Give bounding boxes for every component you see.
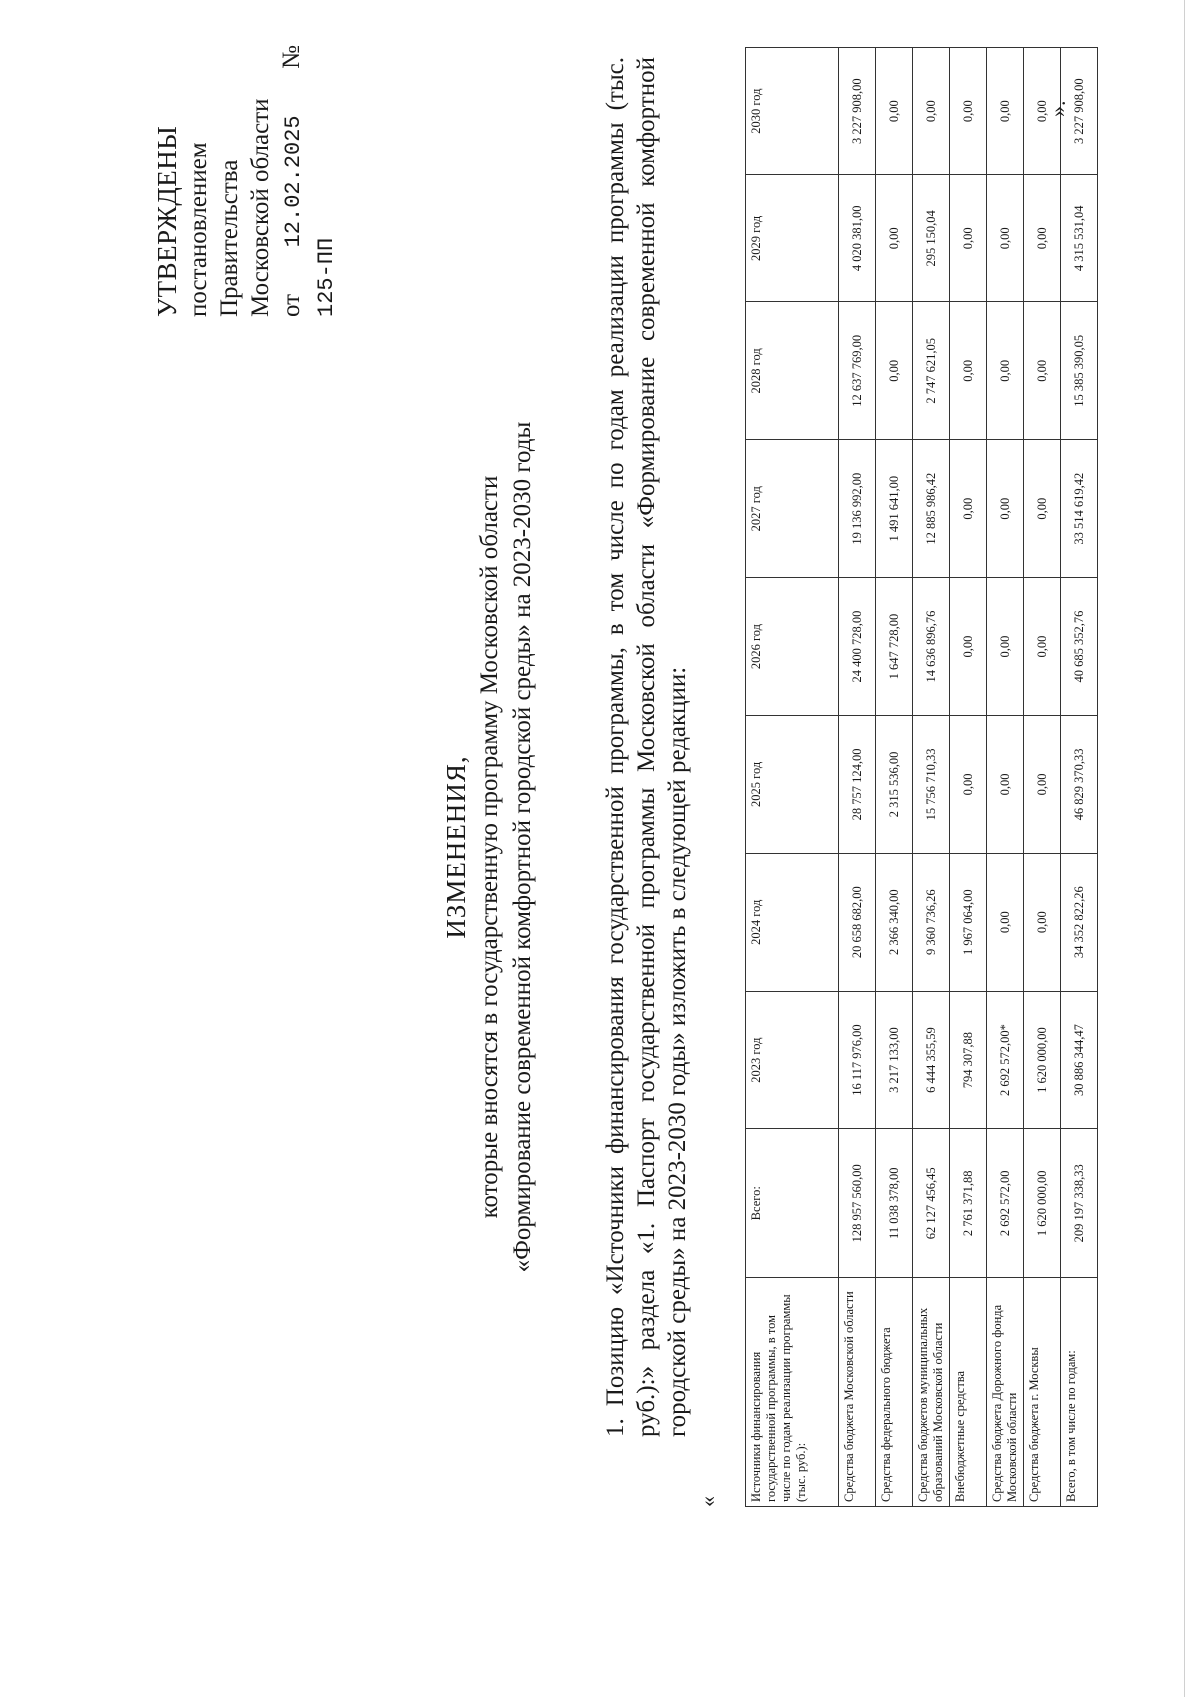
table-cell: 19 136 992,00 (839, 440, 876, 578)
table-cell: 3 227 908,00 (839, 48, 876, 175)
approval-stamp (152, 0, 342, 317)
financing-table (745, 47, 1098, 1507)
quote-close-mark: ». (1045, 100, 1070, 117)
table-cell: 0,00 (987, 302, 1024, 440)
table-cell: 12 885 986,42 (913, 440, 950, 578)
table-cell: 0,00 (950, 302, 987, 440)
row-label: Средства бюджета Дорожного фонда Московской области (987, 1278, 1024, 1507)
table-cell: 14 636 896,76 (913, 578, 950, 716)
table-cell: 33 514 619,42 (1061, 440, 1098, 578)
table-cell: 0,00 (987, 578, 1024, 716)
approval-line-3: Московской области (247, 98, 274, 317)
table-cell: 0,00 (1024, 48, 1061, 175)
header-total: Всего: (746, 1129, 839, 1278)
quote-open-mark: « (695, 1496, 720, 1507)
table-cell: 6 444 355,59 (913, 991, 950, 1129)
table-cell: 62 127 456,45 (913, 1129, 950, 1278)
title-line-2: «Формирование современной комфортной городской среды» на 2023-2030 годы (509, 421, 536, 1273)
table-cell: 1 491 641,00 (876, 440, 913, 578)
header-2030: 2030 год (746, 48, 839, 175)
table-cell: 30 886 344,47 (1061, 991, 1098, 1129)
table-cell: 0,00 (987, 715, 1024, 853)
table-cell: 2 747 621,05 (913, 302, 950, 440)
approval-date-line (276, 0, 342, 317)
table-cell: 0,00 (876, 48, 913, 175)
approval-date: 12.02.2025 (281, 115, 306, 248)
table-row (839, 48, 876, 1507)
table-cell: 0,00 (1024, 853, 1061, 991)
header-sources: Источники финансирования государственной программы, в том числе по годам реализации программы (тыс. руб.): (746, 1278, 839, 1507)
paragraph-text: 1. Позицию «Источники финансирования государственной программы, в том числе по годам реализации программы (тыс. руб.):» раздела «1. Паспорт государственной программы Московской области «Формирование современной комфортной городской среды» на 2023-2030 годы» изложить в следующей редакции: (602, 57, 691, 1437)
row-label: Внебюджетные средства (950, 1278, 987, 1507)
table-cell: 2 761 371,88 (950, 1129, 987, 1278)
row-label: Средства федерального бюджета (876, 1278, 913, 1507)
header-2025: 2025 год (746, 715, 839, 853)
header-2026: 2026 год (746, 578, 839, 716)
table-cell: 2 315 536,00 (876, 715, 913, 853)
table-cell: 0,00 (950, 175, 987, 302)
table-cell: 0,00 (1024, 175, 1061, 302)
table-cell: 12 637 769,00 (839, 302, 876, 440)
table-cell: 11 038 378,00 (876, 1129, 913, 1278)
approval-line-2: постановлением Правительства (185, 142, 243, 317)
row-label: Всего, в том числе по годам: (1061, 1278, 1098, 1507)
table-cell: 2 366 340,00 (876, 853, 913, 991)
table-cell: 28 757 124,00 (839, 715, 876, 853)
approval-number: 125-ПП (314, 237, 339, 317)
table-cell: 0,00 (950, 440, 987, 578)
header-2023: 2023 год (746, 991, 839, 1129)
row-label: Средства бюджетов муниципальных образований Московской области (913, 1278, 950, 1507)
table-cell: 15 756 710,33 (913, 715, 950, 853)
header-2027: 2027 год (746, 440, 839, 578)
table-cell: 0,00 (1024, 302, 1061, 440)
table-cell: 1 647 728,00 (876, 578, 913, 716)
table-cell: 0,00 (950, 48, 987, 175)
table-cell: 2 692 572,00 (987, 1129, 1024, 1278)
table-cell: 0,00 (987, 853, 1024, 991)
header-2024: 2024 год (746, 853, 839, 991)
document-title (440, 297, 539, 1397)
table-cell: 295 150,04 (913, 175, 950, 302)
table-cell: 128 957 560,00 (839, 1129, 876, 1278)
table-cell: 0,00 (987, 440, 1024, 578)
table-cell: 3 227 908,00 (1061, 48, 1098, 175)
table-cell: 20 658 682,00 (839, 853, 876, 991)
table-cell: 1 620 000,00 (1024, 991, 1061, 1129)
table-cell: 24 400 728,00 (839, 578, 876, 716)
table-row (1024, 48, 1061, 1507)
table-cell: 0,00 (1024, 578, 1061, 716)
table-cell: 0,00 (987, 175, 1024, 302)
header-2028: 2028 год (746, 302, 839, 440)
row-label: Средства бюджета Московской области (839, 1278, 876, 1507)
table-cell: 794 307,88 (950, 991, 987, 1129)
table-cell: 3 217 133,00 (876, 991, 913, 1129)
table-cell: 0,00 (876, 175, 913, 302)
table-cell: 34 352 822,26 (1061, 853, 1098, 991)
table-cell: 1 967 064,00 (950, 853, 987, 991)
table-header-row (746, 48, 839, 1507)
table-row (876, 48, 913, 1507)
approval-date-prefix: от (278, 293, 305, 317)
table-cell: 40 685 352,76 (1061, 578, 1098, 716)
table-cell: 4 020 381,00 (839, 175, 876, 302)
table-cell: 0,00 (1024, 440, 1061, 578)
approval-number-sign: № (278, 45, 305, 69)
title-line-1: которые вносятся в государственную программу Московской области (476, 475, 503, 1219)
table-cell: 0,00 (950, 715, 987, 853)
row-label: Средства бюджета г. Москвы (1024, 1278, 1061, 1507)
amendment-paragraph (600, 57, 693, 1507)
table-cell: 2 692 572,00* (987, 991, 1024, 1129)
table-cell: 9 360 736,26 (913, 853, 950, 991)
table-cell: 0,00 (876, 302, 913, 440)
table-cell: 15 385 390,05 (1061, 302, 1098, 440)
title-heading: ИЗМЕНЕНИЯ, (441, 755, 471, 939)
table-cell: 209 197 338,33 (1061, 1129, 1098, 1278)
approval-heading: УТВЕРЖДЕНЫ (152, 125, 182, 317)
table-cell: 16 117 976,00 (839, 991, 876, 1129)
table-row (913, 48, 950, 1507)
table-cell: 4 315 531,04 (1061, 175, 1098, 302)
table-cell: 0,00 (987, 48, 1024, 175)
table-cell: 1 620 000,00 (1024, 1129, 1061, 1278)
table-cell: 46 829 370,33 (1061, 715, 1098, 853)
table-row (987, 48, 1024, 1507)
table-cell: 0,00 (1024, 715, 1061, 853)
table-cell: 0,00 (950, 578, 987, 716)
table-row-total (1061, 48, 1098, 1507)
table-row (950, 48, 987, 1507)
table-cell: 0,00 (913, 48, 950, 175)
header-2029: 2029 год (746, 175, 839, 302)
